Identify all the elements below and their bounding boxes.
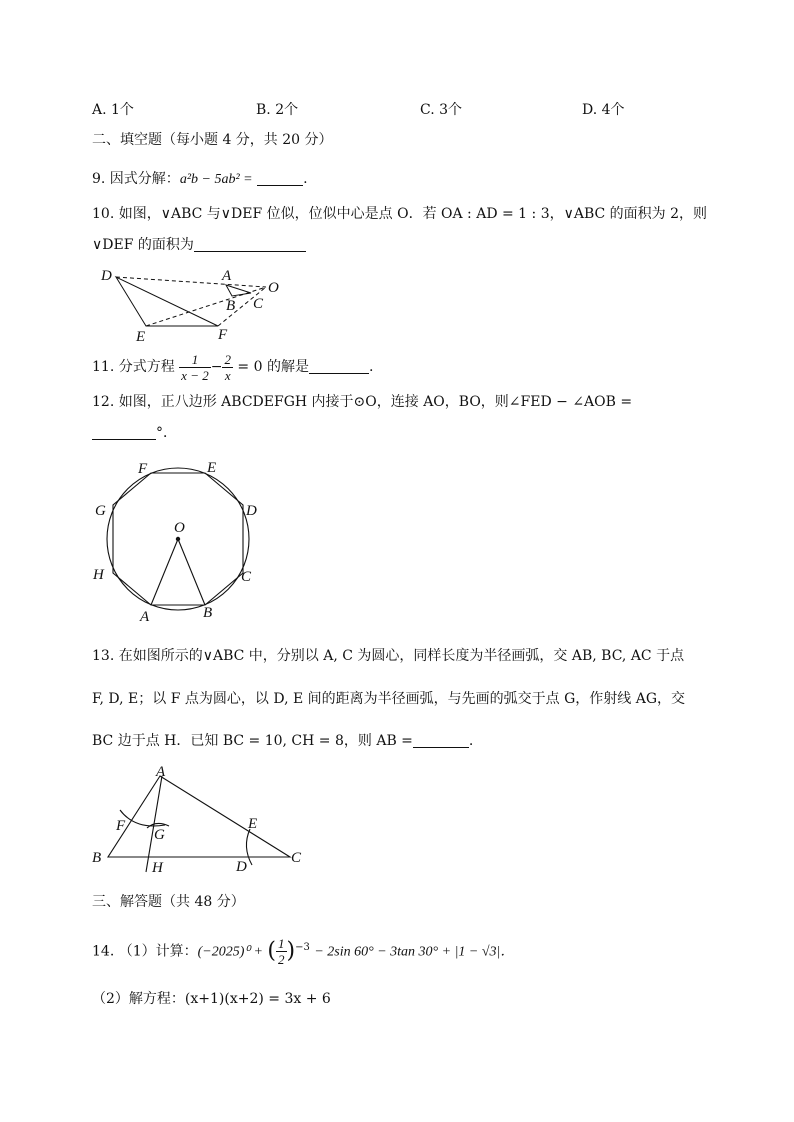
question-12-line1: 12. 如图，正八边形 ABCDEFGH 内接于⊙O，连接 AO，BO，则∠FED − ∠AOB = [92,394,633,410]
label-d: D [236,859,247,875]
triangle-abc [108,776,290,857]
label-o: O [268,280,279,296]
choice-b: B. 2个 [256,102,299,118]
q14-exponent: −3 [295,942,310,953]
q13-triangle-figure [90,762,320,876]
q9-expression: a²b − 5ab² = [179,172,253,187]
triangle-abc [226,285,251,296]
choice-d: D. 4个 [582,102,625,118]
choice-a: A. 1个 [92,102,134,118]
question-13-line2: F, D, E；以 F 点为圆心，以 D, E 间的距离为半径画弧，与先画的弧交于点 G，作射线 AG，交 [92,691,686,707]
label-o: O [174,520,185,536]
arc-from-c [246,829,252,865]
q11-suffix: . [368,359,374,375]
q14-part1-term-b: − 2sin 60° − 3tan 30° + |1 − √3|． [314,944,515,960]
q14-left-paren: ( [267,938,277,964]
label-a: A [156,764,166,780]
q13-answer-blank[interactable] [413,733,469,748]
ray-do [116,277,266,287]
q9-prefix: 9. 因式分解： [92,171,180,187]
q12-suffix: °． [156,425,177,441]
q11-frac2-denominator: x [224,367,231,383]
q14-frac-denominator: 2 [278,952,285,968]
q14-fraction [276,936,287,967]
label-e: E [136,329,146,345]
label-h: H [93,567,104,583]
question-13-line1: 13. 在如图所示的∨ABC 中，分别以 A, C 为圆心，同样长度为半径画弧，交 AB, BC, AC 于点 [92,648,685,664]
label-g: G [95,503,106,519]
segment-bo [178,539,205,605]
section-heading-fill-blank: 二、填空题（每小题 4 分，共 20 分） [92,132,333,148]
center-point-o [176,537,180,541]
label-g: G [154,827,165,843]
label-a: A [222,268,232,284]
q14-part1-term-a: (−2025)⁰ + [197,944,263,960]
q9-answer-blank[interactable] [257,171,303,186]
q10-line2-text: ∨DEF 的面积为 [92,237,194,253]
q10-answer-blank[interactable] [194,237,306,252]
label-b: B [226,298,236,314]
q11-frac1-denominator: x − 2 [181,367,209,383]
q14-part1-prefix: 14. （1）计算： [92,943,198,960]
label-b: B [92,850,102,866]
q11-frac2-numerator: 2 [224,351,231,367]
label-c: C [241,569,252,585]
question-10-line2 [92,236,306,254]
q11-frac1-numerator: 1 [179,352,211,368]
q11-minus: − [210,359,223,375]
q11-equation-tail: = 0 的解是 [237,359,309,375]
q13-suffix: . [468,733,474,749]
label-f: F [218,327,228,343]
question-11 [92,347,373,387]
label-e: E [207,460,217,476]
question-12-line2 [92,424,177,442]
choice-c: C. 3个 [420,102,463,118]
label-c: C [253,296,264,312]
section-heading-solve: 三、解答题（共 48 分） [92,894,245,910]
q11-prefix: 11. 分式方程 [92,359,175,375]
question-14-part1 [92,928,514,973]
label-f: F [116,818,126,834]
label-e: E [248,816,258,832]
question-13-line3 [92,732,473,750]
question-14-part2: （2）解方程：(x+1)(x+2) = 3x + 6 [92,991,331,1007]
q9-suffix: . [303,171,308,187]
segment-ao [151,539,178,605]
label-b: B [203,605,213,621]
label-d: D [246,503,257,519]
q13-line3-text: BC 边于点 H．已知 BC = 10, CH = 8，则 AB = [92,733,413,749]
q11-answer-blank[interactable] [309,359,369,374]
label-h: H [152,860,163,876]
label-c: C [291,850,302,866]
q10-figure [96,266,296,344]
question-10-line1: 10. 如图，∨ABC 与∨DEF 位似，位似中心是点 O．若 OA : AD = 1 : 3，∨ABC 的面积为 2，则 [92,206,708,222]
q14-frac-numerator: 1 [278,936,285,952]
q11-fraction-1 [179,352,211,383]
q12-octagon-figure [90,455,270,625]
label-d: D [101,268,112,284]
label-f: F [138,461,148,477]
q12-answer-blank[interactable] [92,425,156,440]
question-9 [92,170,308,189]
label-a: A [140,609,150,625]
q11-fraction-2 [222,352,233,383]
q14-right-paren: ) [286,938,296,964]
